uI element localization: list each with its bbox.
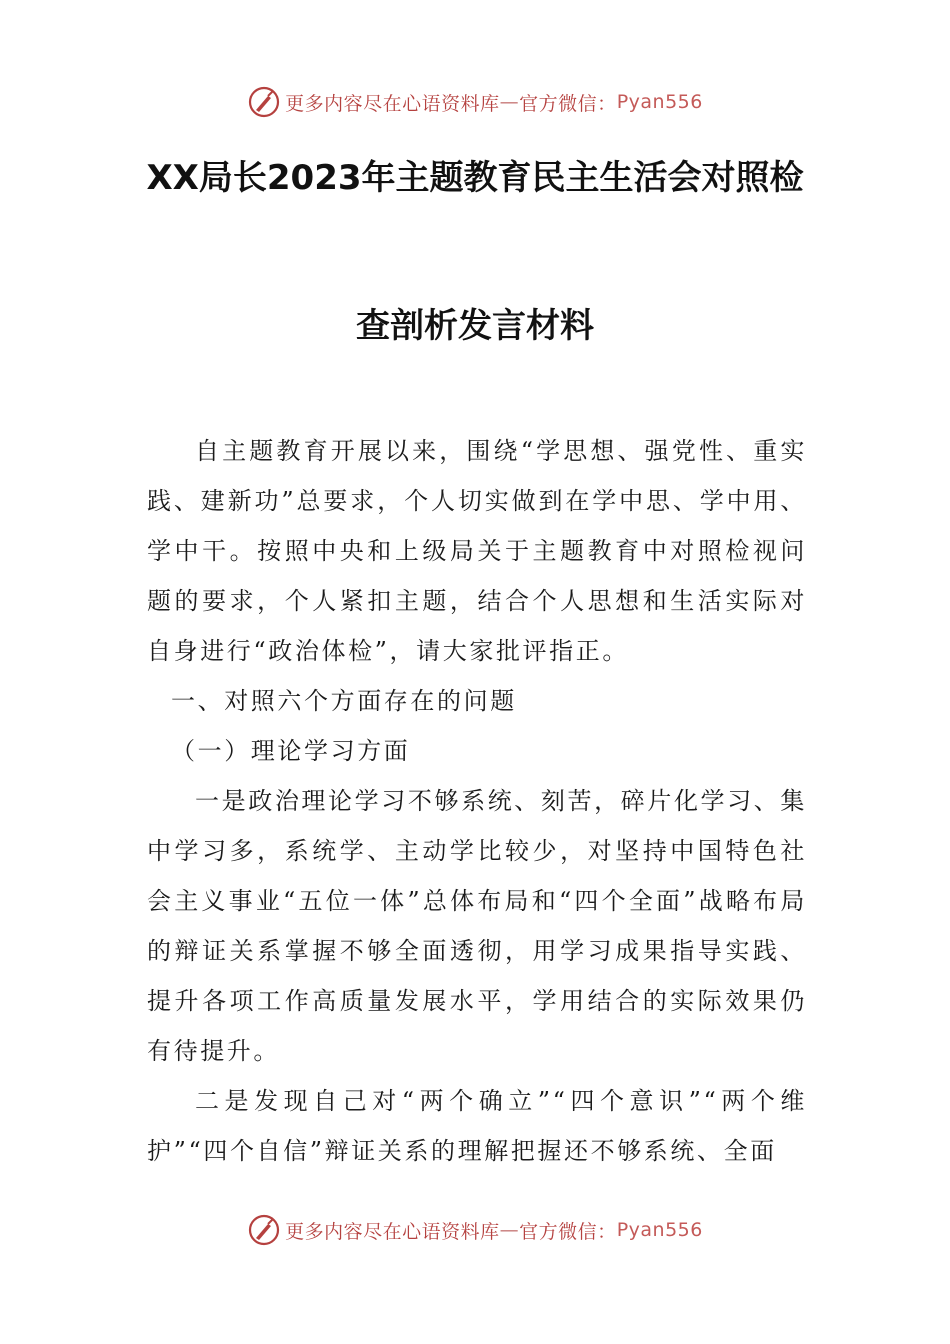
watermark-wechat-id: Pyan556	[616, 1219, 703, 1241]
pen-circle-icon	[247, 1213, 281, 1247]
watermark-text: 更多内容尽在心语资料库	[285, 92, 500, 115]
document-body	[147, 426, 807, 1176]
watermark-banner-bottom	[0, 1210, 950, 1250]
document-title-line-2: 查剖析发言材料	[356, 306, 594, 346]
paragraph-point-2: 二是发现自己对“两个确立”“四个意识”“两个维护”“四个自信”辩证关系的理解把握还不够系统、全面	[147, 1087, 807, 1165]
watermark-wechat-id: Pyan556	[616, 91, 703, 113]
pen-circle-icon	[247, 85, 281, 119]
watermark-separator: —	[499, 1219, 520, 1241]
heading-subsection-1: （一）理论学习方面	[171, 737, 411, 765]
watermark-suffix: 官方微信：	[519, 92, 617, 115]
watermark-separator: —	[499, 91, 520, 113]
watermark-banner-top	[0, 82, 950, 122]
watermark-suffix: 官方微信：	[519, 1220, 617, 1243]
document-title-line-1: XX局长2023年主题教育民主生活会对照检	[146, 158, 804, 198]
heading-section-1: 一、对照六个方面存在的问题	[171, 687, 517, 715]
paragraph-intro: 自主题教育开展以来，围绕“学思想、强党性、重实践、建新功”总要求，个人切实做到在学中思、学中用、学中干。按照中央和上级局关于主题教育中对照检视问题的要求，个人紧扣主题，结合个人思想和生活实际对自身进行“政治体检”，请大家批评指正。	[147, 437, 807, 665]
paragraph-point-1: 一是政治理论学习不够系统、刻苦，碎片化学习、集中学习多，系统学、主动学比较少，对坚持中国特色社会主义事业“五位一体”总体布局和“四个全面”战略布局的辩证关系掌握不够全面透彻，用学习成果指导实践、提升各项工作高质量发展水平，学用结合的实际效果仍有待提升。	[147, 787, 807, 1065]
watermark-text: 更多内容尽在心语资料库	[285, 1220, 500, 1243]
